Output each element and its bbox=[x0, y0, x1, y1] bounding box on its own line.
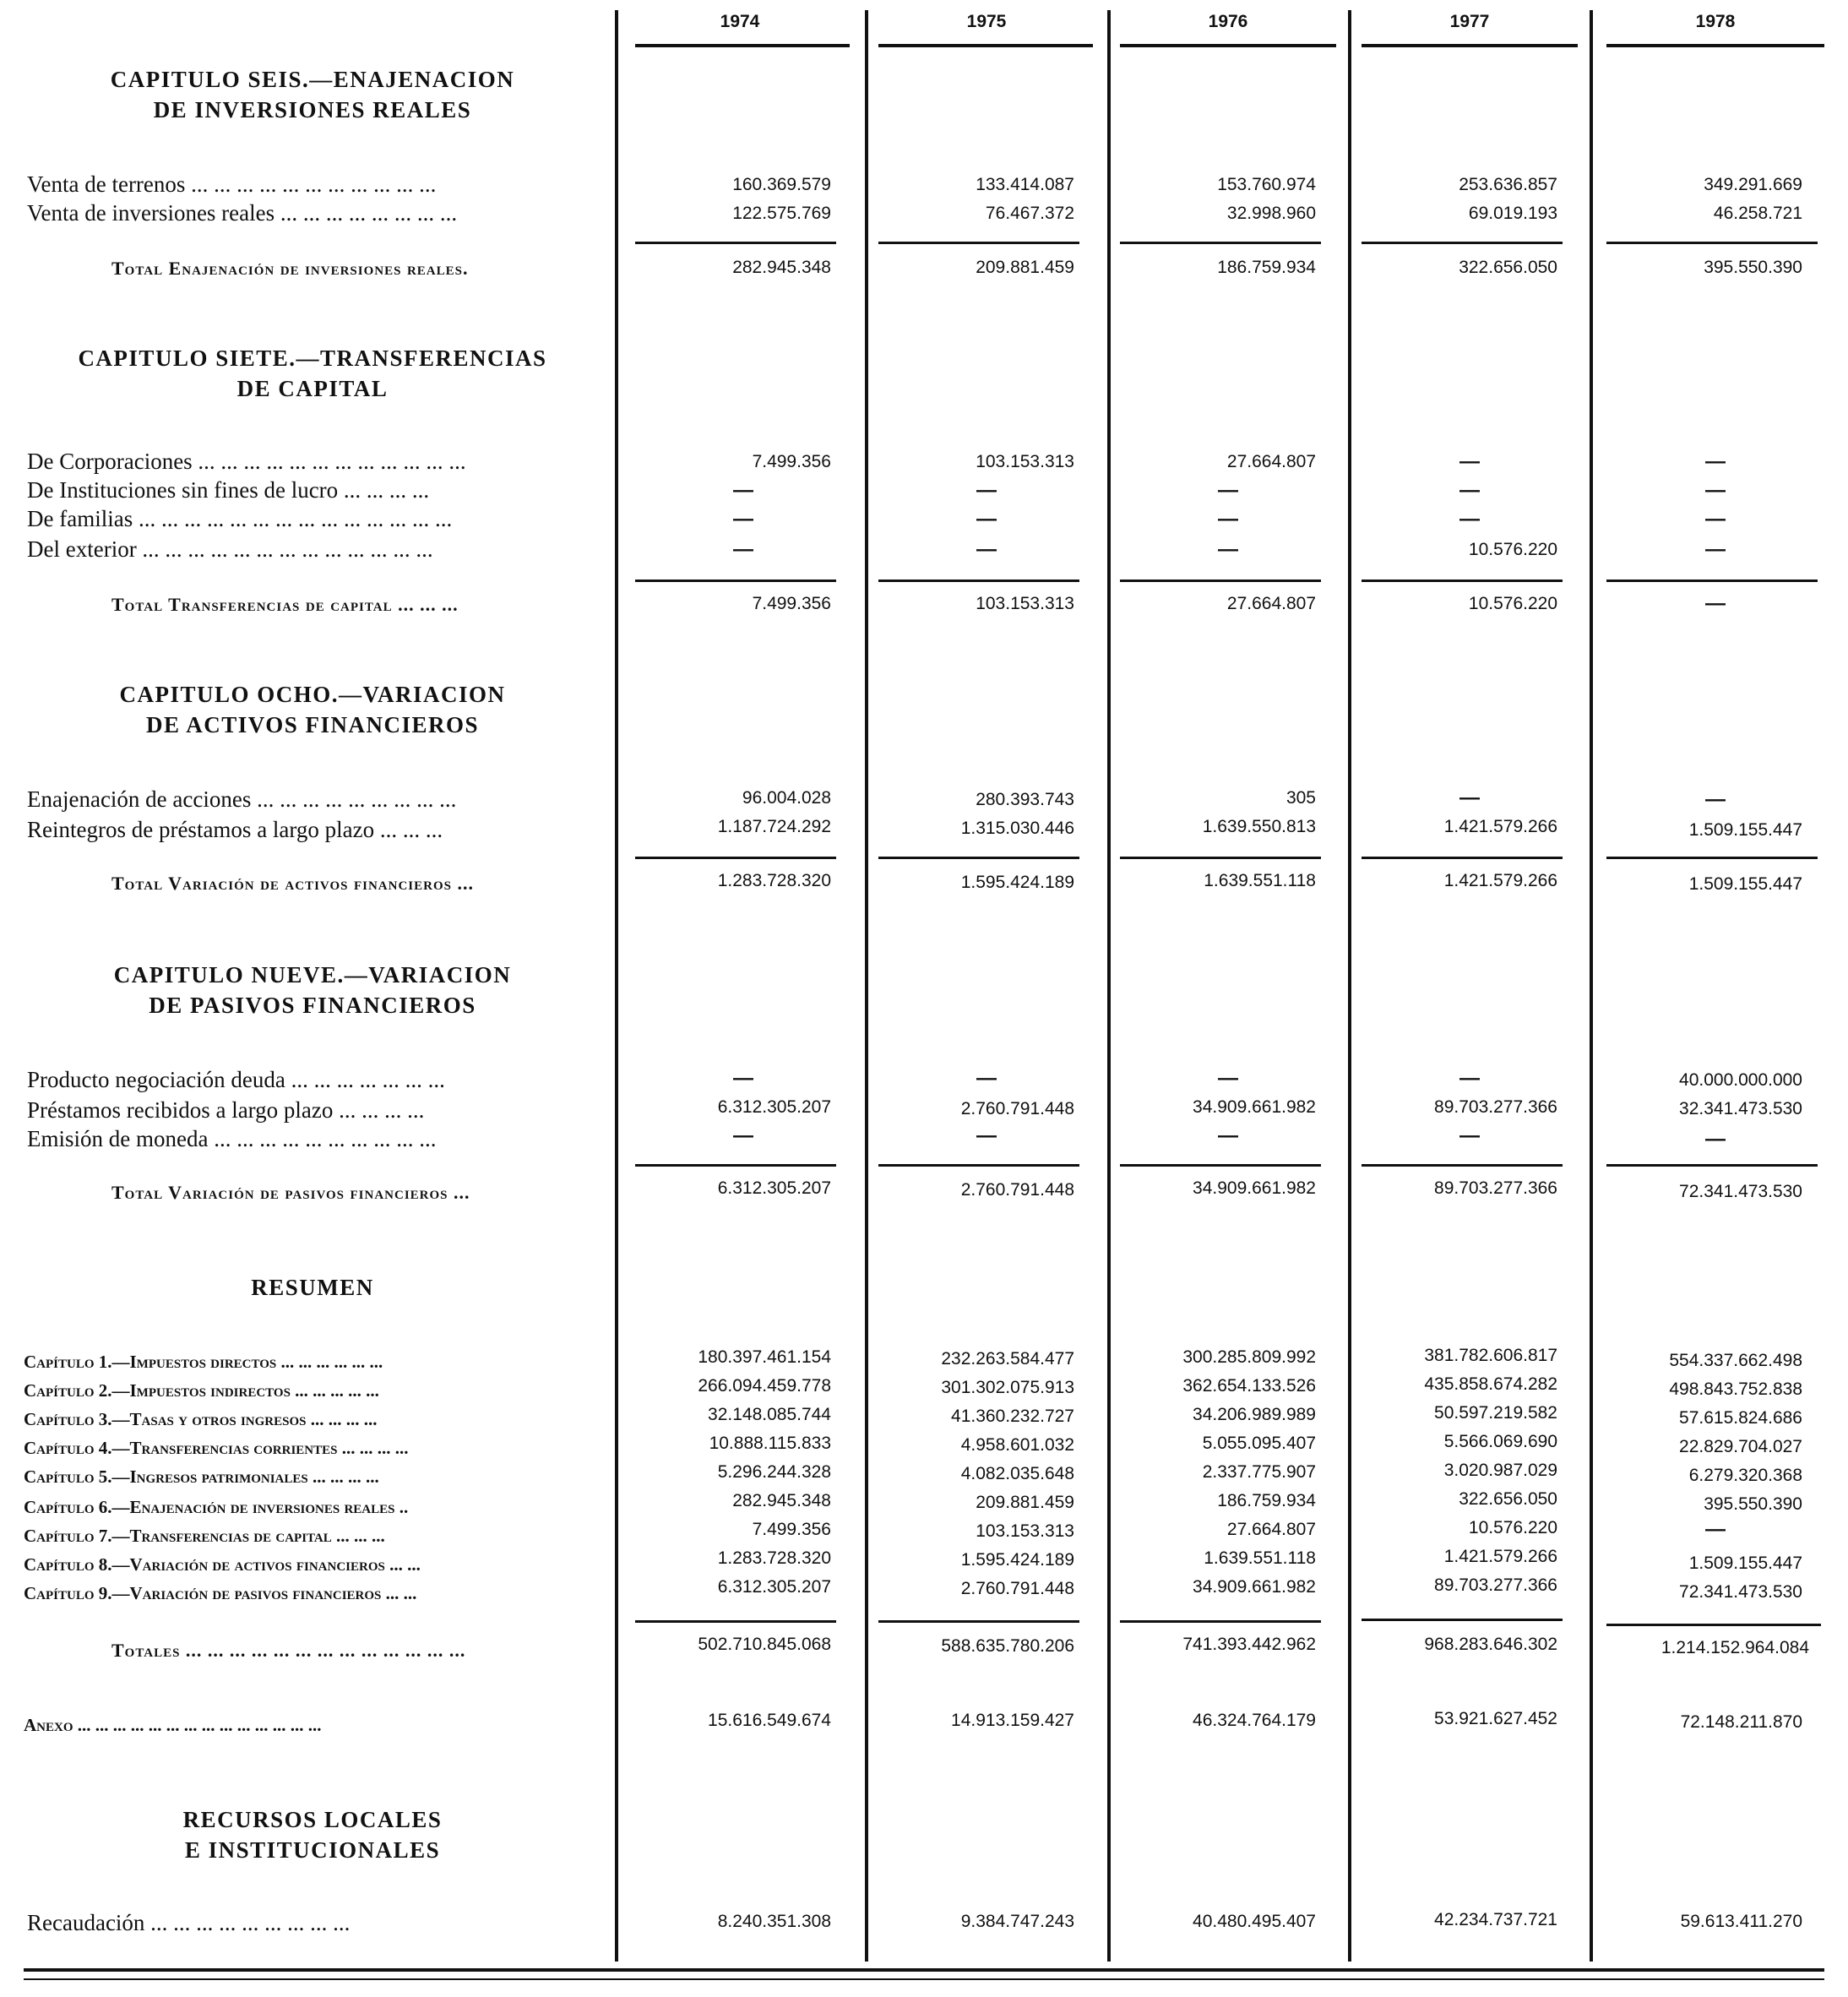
cell: 266.094.459.778 bbox=[698, 1376, 831, 1396]
total-rule bbox=[878, 580, 1079, 582]
cell: 554.337.662.498 bbox=[1669, 1351, 1802, 1370]
year-header: 1978 bbox=[1695, 12, 1736, 31]
cell: 34.909.661.982 bbox=[1193, 1097, 1316, 1117]
resumen-row-label: Capítulo 6.—Enajenación de inversiones reales .. bbox=[24, 1497, 409, 1517]
cell: 232.263.584.477 bbox=[941, 1349, 1074, 1369]
cell: — bbox=[1218, 538, 1238, 561]
cell: 1.283.728.320 bbox=[717, 1548, 831, 1568]
cell: 42.234.737.721 bbox=[1434, 1910, 1557, 1929]
total-rule bbox=[878, 857, 1079, 859]
cell: 40.480.495.407 bbox=[1193, 1912, 1316, 1931]
cell: — bbox=[1705, 1128, 1726, 1151]
total-rule bbox=[635, 580, 836, 582]
total-rule bbox=[1362, 580, 1563, 582]
total-rule bbox=[635, 857, 836, 859]
total-cell: 72.341.473.530 bbox=[1679, 1182, 1802, 1201]
section-heading: CAPITULO SEIS.—ENAJENACION DE INVERSIONES REALES bbox=[110, 67, 515, 122]
resumen-row-label: Capítulo 9.—Variación de pasivos financieros ... ... bbox=[24, 1583, 417, 1603]
cell: — bbox=[733, 1124, 753, 1147]
total-cell: 2.760.791.448 bbox=[960, 1180, 1074, 1200]
total-cell: 741.393.442.962 bbox=[1182, 1635, 1316, 1654]
cell: 1.639.550.813 bbox=[1202, 817, 1316, 836]
cell: 41.360.232.727 bbox=[951, 1407, 1074, 1426]
cell: 322.656.050 bbox=[1459, 1489, 1557, 1509]
total-rule bbox=[1362, 1164, 1563, 1167]
total-cell: 322.656.050 bbox=[1459, 258, 1557, 277]
cell: 6.312.305.207 bbox=[717, 1577, 831, 1597]
cell: 5.296.244.328 bbox=[717, 1462, 831, 1482]
cell: — bbox=[733, 479, 753, 502]
cell: — bbox=[976, 479, 997, 502]
cell: 27.664.807 bbox=[1226, 452, 1316, 471]
total-cell: 1.214.152.964.084 bbox=[1660, 1638, 1809, 1657]
cell: — bbox=[1705, 450, 1726, 473]
cell: 1.639.551.118 bbox=[1204, 1548, 1316, 1568]
cell: 40.000.000.000 bbox=[1679, 1070, 1802, 1090]
total-cell: 7.499.356 bbox=[752, 594, 831, 613]
cell: — bbox=[1459, 1067, 1480, 1090]
column-rule bbox=[865, 10, 868, 1962]
year-header: 1974 bbox=[720, 12, 760, 31]
year-header: 1975 bbox=[966, 12, 1007, 31]
cell: 301.302.075.913 bbox=[941, 1378, 1074, 1397]
row-label: Del exterior ... ... ... ... ... ... ... ... ... ... ... ... ... bbox=[27, 536, 433, 562]
column-rule bbox=[1590, 10, 1593, 1962]
cell: — bbox=[1459, 786, 1480, 809]
total-rule bbox=[1120, 1620, 1321, 1623]
total-cell: 34.909.661.982 bbox=[1193, 1178, 1316, 1198]
total-rule bbox=[878, 1164, 1079, 1167]
cell: 53.921.627.452 bbox=[1434, 1709, 1557, 1728]
cell: 2.760.791.448 bbox=[960, 1099, 1074, 1118]
cell: — bbox=[1218, 1124, 1238, 1147]
cell: — bbox=[1218, 1067, 1238, 1090]
cell: 122.575.769 bbox=[732, 204, 831, 223]
total-rule bbox=[1362, 857, 1563, 859]
cell: 209.881.459 bbox=[976, 1493, 1074, 1512]
cell: — bbox=[976, 1067, 997, 1090]
cell: 8.240.351.308 bbox=[717, 1912, 831, 1931]
cell: 14.913.159.427 bbox=[951, 1711, 1074, 1730]
cell: 349.291.669 bbox=[1704, 175, 1802, 194]
cell: 1.315.030.446 bbox=[960, 819, 1074, 838]
cell: 46.324.764.179 bbox=[1193, 1711, 1316, 1730]
total-cell: 6.312.305.207 bbox=[717, 1178, 831, 1198]
cell: 72.341.473.530 bbox=[1679, 1582, 1802, 1602]
cell: — bbox=[733, 1067, 753, 1090]
cell: 435.858.674.282 bbox=[1424, 1374, 1557, 1394]
total-cell: 209.881.459 bbox=[976, 258, 1074, 277]
cell: — bbox=[1705, 479, 1726, 502]
cell: 160.369.579 bbox=[732, 175, 831, 194]
row-label: Enajenación de acciones ... ... ... ... ... ... ... ... ... bbox=[27, 786, 457, 812]
row-label: Emisión de moneda ... ... ... ... ... ... ... ... ... ... bbox=[27, 1126, 437, 1151]
row-label: Recaudación ... ... ... ... ... ... ... ... ... bbox=[27, 1910, 351, 1935]
total-rule bbox=[1120, 857, 1321, 859]
year-header: 1976 bbox=[1208, 12, 1248, 31]
cell: 89.703.277.366 bbox=[1434, 1097, 1557, 1117]
cell: 9.384.747.243 bbox=[960, 1912, 1074, 1931]
total-cell: 968.283.646.302 bbox=[1424, 1635, 1557, 1654]
total-label: Total Enajenación de inversiones reales. bbox=[111, 258, 469, 279]
total-cell: 10.576.220 bbox=[1468, 594, 1557, 613]
total-rule bbox=[1120, 1164, 1321, 1167]
cell: 282.945.348 bbox=[732, 1491, 831, 1510]
resumen-row-label: Capítulo 4.—Transferencias corrientes ... ... ... ... bbox=[24, 1438, 409, 1458]
cell: 395.550.390 bbox=[1704, 1494, 1802, 1514]
resumen-row-label: Capítulo 8.—Variación de activos financieros ... ... bbox=[24, 1554, 421, 1575]
cell: — bbox=[733, 508, 753, 531]
total-cell: 103.153.313 bbox=[976, 594, 1074, 613]
row-label: De Corporaciones ... ... ... ... ... ... ... ... ... ... ... ... bbox=[27, 449, 466, 474]
cell: 69.019.193 bbox=[1468, 204, 1557, 223]
header-underline bbox=[1362, 44, 1578, 47]
total-cell: 1.509.155.447 bbox=[1688, 874, 1802, 894]
recursos-heading: RECURSOS LOCALES E INSTITUCIONALES bbox=[182, 1807, 443, 1863]
cell: 498.843.752.838 bbox=[1669, 1379, 1802, 1399]
cell: 103.153.313 bbox=[976, 452, 1074, 471]
cell: 10.888.115.833 bbox=[709, 1434, 831, 1453]
resumen-row-label: Capítulo 7.—Transferencias de capital ... ... ... bbox=[24, 1526, 385, 1546]
total-rule bbox=[635, 1164, 836, 1167]
row-label: Venta de terrenos ... ... ... ... ... ... ... ... ... ... ... bbox=[27, 171, 437, 197]
total-cell: — bbox=[1705, 592, 1726, 615]
cell: — bbox=[1705, 508, 1726, 531]
cell: 1.421.579.266 bbox=[1443, 1547, 1557, 1566]
cell: 4.082.035.648 bbox=[960, 1464, 1074, 1483]
cell: 96.004.028 bbox=[742, 788, 831, 808]
cell: 7.499.356 bbox=[752, 452, 831, 471]
total-label: Total Variación de activos financieros ... bbox=[111, 873, 474, 894]
cell: 2.337.775.907 bbox=[1202, 1462, 1316, 1482]
cell: 22.829.704.027 bbox=[1679, 1437, 1802, 1456]
cell: — bbox=[1705, 788, 1726, 811]
cell: 153.760.974 bbox=[1217, 175, 1316, 194]
total-cell: 1.421.579.266 bbox=[1443, 871, 1557, 890]
cell: 5.566.069.690 bbox=[1443, 1432, 1557, 1451]
year-header: 1977 bbox=[1449, 12, 1490, 31]
section-heading: CAPITULO SIETE.—TRANSFERENCIAS DE CAPITAL bbox=[78, 346, 547, 401]
column-rule bbox=[1107, 10, 1111, 1962]
resumen-row-label: Capítulo 1.—Impuestos directos ... ... ... ... ... ... bbox=[24, 1352, 383, 1372]
row-label: Producto negociación deuda ... ... ... ... ... ... ... bbox=[27, 1067, 445, 1092]
total-rule bbox=[1120, 242, 1321, 244]
column-rule bbox=[615, 10, 618, 1962]
cell: — bbox=[1218, 508, 1238, 531]
cell: — bbox=[1459, 479, 1480, 502]
total-cell: 502.710.845.068 bbox=[698, 1635, 831, 1654]
row-label: Préstamos recibidos a largo plazo ... ... ... ... bbox=[27, 1097, 425, 1123]
cell: 1.595.424.189 bbox=[960, 1550, 1074, 1570]
cell: 15.616.549.674 bbox=[708, 1711, 831, 1730]
section-heading: CAPITULO OCHO.—VARIACION DE ACTIVOS FINANCIEROS bbox=[119, 682, 506, 737]
row-label: Reintegros de préstamos a largo plazo ... ... ... bbox=[27, 817, 443, 842]
cell: 59.613.411.270 bbox=[1680, 1912, 1802, 1931]
cell: — bbox=[1459, 508, 1480, 531]
cell: 280.393.743 bbox=[976, 790, 1074, 809]
resumen-row-label: Capítulo 3.—Tasas y otros ingresos ... ... ... ... bbox=[24, 1409, 378, 1429]
total-cell: 282.945.348 bbox=[732, 258, 831, 277]
cell: 381.782.606.817 bbox=[1424, 1346, 1557, 1365]
cell: 362.654.133.526 bbox=[1182, 1376, 1316, 1396]
cell: — bbox=[1705, 538, 1726, 561]
total-rule bbox=[1606, 580, 1818, 582]
cell: 32.341.473.530 bbox=[1679, 1099, 1802, 1118]
cell: 10.576.220 bbox=[1468, 540, 1557, 559]
cell: 1.509.155.447 bbox=[1688, 820, 1802, 840]
header-underline bbox=[878, 44, 1093, 47]
row-label: De familias ... ... ... ... ... ... ... ... ... ... ... ... ... ... bbox=[27, 506, 453, 531]
anexo-label: Anexo ... ... ... ... ... ... ... ... ... ... ... ... ... ... bbox=[24, 1715, 322, 1735]
cell: — bbox=[1705, 1518, 1726, 1541]
cell: — bbox=[1459, 1124, 1480, 1147]
cell: 57.615.824.686 bbox=[1679, 1408, 1802, 1428]
cell: — bbox=[1459, 450, 1480, 473]
cell: — bbox=[733, 538, 753, 561]
cell: 76.467.372 bbox=[985, 204, 1074, 223]
cell: — bbox=[976, 538, 997, 561]
resumen-row-label: Capítulo 2.—Impuestos indirectos ... ... ... ... ... bbox=[24, 1380, 379, 1401]
cell: 300.285.809.992 bbox=[1182, 1347, 1316, 1367]
cell: 1.187.724.292 bbox=[717, 817, 831, 836]
total-cell: 395.550.390 bbox=[1704, 258, 1802, 277]
total-rule bbox=[1606, 1624, 1821, 1626]
total-rule bbox=[1120, 580, 1321, 582]
total-cell: 588.635.780.206 bbox=[941, 1636, 1074, 1656]
cell: 103.153.313 bbox=[976, 1521, 1074, 1541]
cell: — bbox=[1218, 479, 1238, 502]
cell: 133.414.087 bbox=[976, 175, 1074, 194]
total-cell: 1.283.728.320 bbox=[717, 871, 831, 890]
totales-label: Totales ... ... ... ... ... ... ... ... ... ... ... ... ... bbox=[111, 1640, 466, 1661]
cell: 305 bbox=[1285, 788, 1316, 808]
cell: — bbox=[976, 508, 997, 531]
resumen-row-label: Capítulo 5.—Ingresos patrimoniales ... ... ... ... bbox=[24, 1466, 379, 1487]
total-rule bbox=[878, 1620, 1079, 1623]
total-cell: 1.595.424.189 bbox=[960, 873, 1074, 892]
bottom-rule bbox=[24, 1978, 1824, 1980]
cell: 34.206.989.989 bbox=[1193, 1405, 1316, 1424]
cell: 10.576.220 bbox=[1468, 1518, 1557, 1537]
section-heading: CAPITULO NUEVE.—VARIACION DE PASIVOS FINANCIEROS bbox=[113, 962, 512, 1018]
cell: 3.020.987.029 bbox=[1443, 1461, 1557, 1480]
cell: 6.312.305.207 bbox=[717, 1097, 831, 1117]
header-underline bbox=[635, 44, 850, 47]
total-cell: 89.703.277.366 bbox=[1434, 1178, 1557, 1198]
total-rule bbox=[1362, 242, 1563, 244]
header-underline bbox=[1120, 44, 1336, 47]
bottom-rule bbox=[24, 1968, 1824, 1972]
total-rule bbox=[1362, 1619, 1563, 1621]
cell: 4.958.601.032 bbox=[960, 1435, 1074, 1455]
total-label: Total Variación de pasivos financieros ... bbox=[111, 1182, 470, 1203]
cell: 6.279.320.368 bbox=[1688, 1466, 1802, 1485]
cell: 34.909.661.982 bbox=[1193, 1577, 1316, 1597]
cell: 32.998.960 bbox=[1226, 204, 1316, 223]
cell: 1.509.155.447 bbox=[1688, 1554, 1802, 1573]
cell: 7.499.356 bbox=[752, 1520, 831, 1539]
cell: 27.664.807 bbox=[1226, 1520, 1316, 1539]
cell: 1.421.579.266 bbox=[1443, 817, 1557, 836]
cell: 5.055.095.407 bbox=[1202, 1434, 1316, 1453]
cell: 253.636.857 bbox=[1459, 175, 1557, 194]
cell: 186.759.934 bbox=[1217, 1491, 1316, 1510]
row-label: De Instituciones sin fines de lucro ... ... ... ... bbox=[27, 477, 430, 503]
total-rule bbox=[1606, 242, 1818, 244]
total-rule bbox=[878, 242, 1079, 244]
header-underline bbox=[1606, 44, 1824, 47]
resumen-heading: RESUMEN bbox=[251, 1275, 374, 1300]
cell: 50.597.219.582 bbox=[1434, 1403, 1557, 1423]
row-label: Venta de inversiones reales ... ... ... ... ... ... ... ... bbox=[27, 200, 458, 226]
total-rule bbox=[635, 242, 836, 244]
total-rule bbox=[635, 1620, 836, 1623]
cell: 180.397.461.154 bbox=[698, 1347, 831, 1367]
cell: 2.760.791.448 bbox=[960, 1579, 1074, 1598]
total-cell: 186.759.934 bbox=[1217, 258, 1316, 277]
cell: — bbox=[976, 1124, 997, 1147]
total-rule bbox=[1606, 857, 1818, 859]
cell: 89.703.277.366 bbox=[1434, 1575, 1557, 1595]
total-cell: 27.664.807 bbox=[1226, 594, 1316, 613]
total-cell: 1.639.551.118 bbox=[1204, 871, 1316, 890]
cell: 32.148.085.744 bbox=[708, 1405, 831, 1424]
cell: 46.258.721 bbox=[1713, 204, 1802, 223]
total-rule bbox=[1606, 1164, 1818, 1167]
cell: 72.148.211.870 bbox=[1680, 1712, 1802, 1732]
total-label: Total Transferencias de capital ... ... ... bbox=[111, 594, 459, 615]
column-rule bbox=[1348, 10, 1351, 1962]
